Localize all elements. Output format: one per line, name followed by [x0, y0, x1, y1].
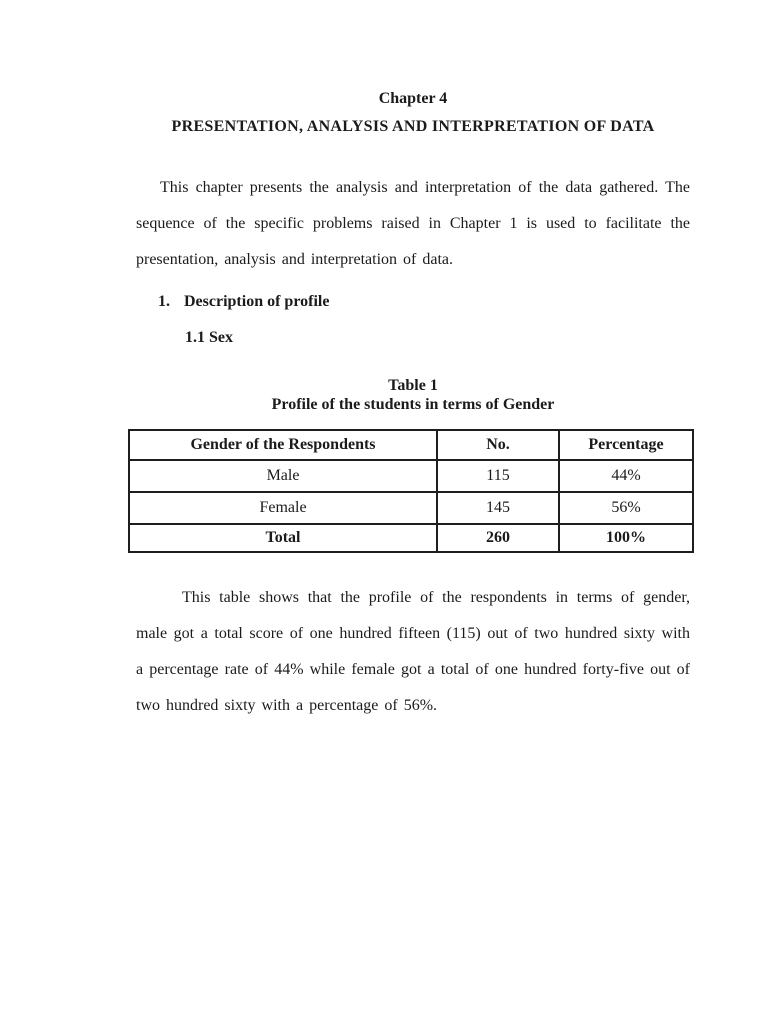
table-caption — [136, 376, 690, 414]
table-row-female — [129, 492, 693, 524]
cell-female-label: Female — [129, 492, 437, 524]
table-row-total — [129, 524, 693, 552]
cell-male-count: 115 — [437, 460, 559, 492]
subsection-heading: 1.1 Sex — [185, 329, 233, 346]
intro-paragraph: This chapter presents the analysis and interpretation of the data gathered. The sequence of the specific problems raised in Chapter 1 is used to facilitate the presentation, analysis and interpretation of data. — [136, 179, 690, 268]
table-caption-title: Profile of the students in terms of Gender — [271, 396, 555, 413]
gender-table — [128, 429, 694, 553]
cell-total-label: Total — [129, 524, 437, 552]
cell-male-percentage: 44% — [559, 460, 693, 492]
section-title: Description of profile — [184, 293, 330, 310]
cell-total-count: 260 — [437, 524, 559, 552]
header-percentage: Percentage — [559, 430, 693, 460]
section-heading — [136, 293, 690, 311]
table-row-male — [129, 460, 693, 492]
table-caption-number: Table 1 — [388, 377, 438, 394]
analysis-paragraph: This table shows that the profile of the respondents in terms of gender, male got a total score of one hundred fifteen (115) out of two hundred sixty with a percentage rate of 44% while female got a total of one hundred forty-five out of two hundred sixty with a percentage of 56%. — [136, 589, 690, 714]
cell-male-label: Male — [129, 460, 437, 492]
cell-total-percentage: 100% — [559, 524, 693, 552]
chapter-heading: Chapter 4 — [378, 90, 448, 107]
header-gender: Gender of the Respondents — [129, 430, 437, 460]
chapter-title: PRESENTATION, ANALYSIS AND INTERPRETATION OF DATA — [171, 118, 655, 135]
header-no: No. — [437, 430, 559, 460]
table-header-row — [129, 430, 693, 460]
page-content — [136, 0, 690, 1024]
cell-female-percentage: 56% — [559, 492, 693, 524]
cell-female-count: 145 — [437, 492, 559, 524]
section-number: 1. — [158, 293, 170, 310]
